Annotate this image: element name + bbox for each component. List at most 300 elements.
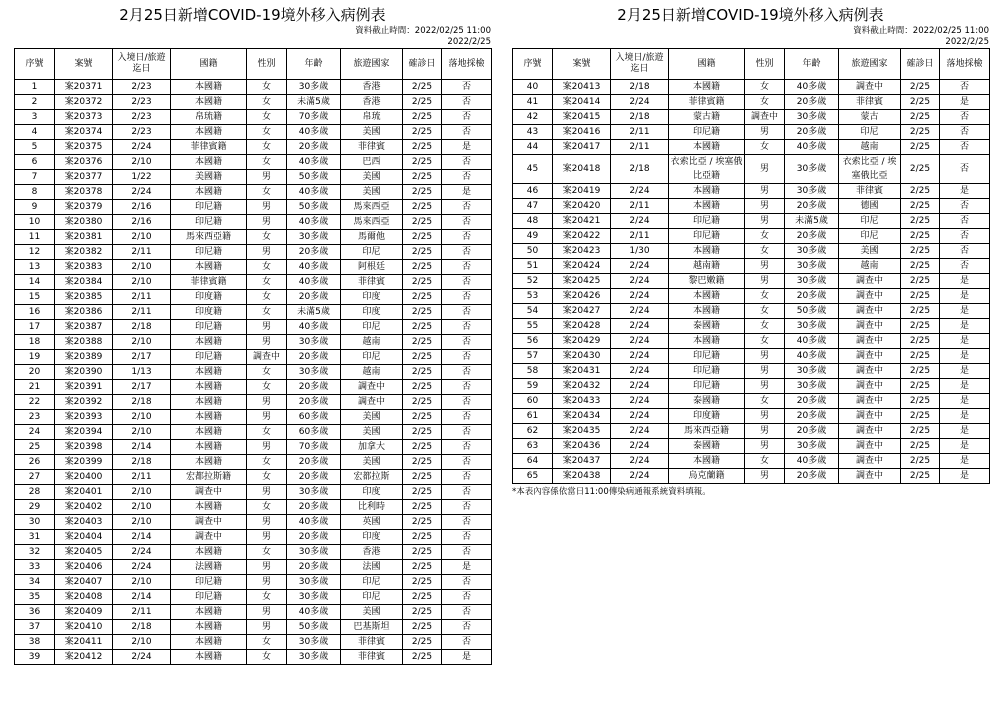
cell-travel-country: 印尼: [341, 350, 403, 365]
cell-age: 20多歲: [287, 455, 341, 470]
cell-entry-date: 2/23: [113, 125, 171, 140]
cell-entry-date: 2/18: [113, 320, 171, 335]
table-row: [513, 289, 990, 304]
cell-travel-country: 加拿大: [341, 440, 403, 455]
cell-entry-date: 2/24: [611, 469, 669, 484]
cell-seq: 37: [15, 620, 55, 635]
cell-seq: 13: [15, 260, 55, 275]
cell-case-no: 案20399: [55, 455, 113, 470]
cell-confirm-date: 2/25: [901, 394, 940, 409]
cell-sex: 男: [745, 364, 785, 379]
cell-confirm-date: 2/25: [901, 319, 940, 334]
cell-nationality: 本國籍: [669, 304, 745, 319]
cell-age: 20多歲: [287, 380, 341, 395]
cell-case-no: 案20411: [55, 635, 113, 650]
cell-travel-country: 美國: [341, 125, 403, 140]
cell-travel-country: 巴基斯坦: [341, 620, 403, 635]
cell-landing-test: 是: [940, 394, 990, 409]
cell-age: 20多歲: [785, 424, 839, 439]
cell-nationality: 印度籍: [669, 409, 745, 424]
cell-seq: 56: [513, 334, 553, 349]
cell-sex: 女: [247, 380, 287, 395]
cell-case-no: 案20409: [55, 605, 113, 620]
cell-travel-country: 香港: [341, 80, 403, 95]
cell-landing-test: 否: [442, 215, 492, 230]
cell-age: 40多歲: [785, 80, 839, 95]
cell-seq: 57: [513, 349, 553, 364]
cell-seq: 43: [513, 125, 553, 140]
cell-case-no: 案20435: [553, 424, 611, 439]
cell-age: 40多歲: [287, 155, 341, 170]
cell-landing-test: 是: [940, 364, 990, 379]
table-row: [15, 365, 492, 380]
cell-travel-country: 印度: [341, 305, 403, 320]
table-row: [15, 125, 492, 140]
cell-entry-date: 2/23: [113, 110, 171, 125]
cell-case-no: 案20422: [553, 229, 611, 244]
cell-age: 20多歲: [287, 395, 341, 410]
cell-confirm-date: 2/25: [901, 289, 940, 304]
cell-age: 30多歲: [785, 244, 839, 259]
cell-age: 40多歲: [287, 320, 341, 335]
report-date: 2022/2/25: [945, 37, 989, 47]
cell-sex: 男: [745, 424, 785, 439]
table-row: [15, 275, 492, 290]
table-header-row: [15, 49, 492, 80]
table-row: [15, 335, 492, 350]
cell-sex: 男: [247, 200, 287, 215]
cell-age: 20多歲: [287, 140, 341, 155]
cell-travel-country: 越南: [341, 365, 403, 380]
cell-seq: 52: [513, 274, 553, 289]
cell-seq: 35: [15, 590, 55, 605]
column-header-entry-date: 入境日/旅遊迄日: [611, 49, 669, 80]
cell-confirm-date: 2/25: [403, 350, 442, 365]
cell-entry-date: 2/24: [611, 95, 669, 110]
cell-travel-country: 德國: [839, 199, 901, 214]
table-row: [15, 185, 492, 200]
cell-sex: 女: [247, 140, 287, 155]
cell-sex: 男: [247, 620, 287, 635]
cell-age: 60多歲: [287, 410, 341, 425]
cell-landing-test: 否: [442, 305, 492, 320]
cell-entry-date: 2/24: [611, 394, 669, 409]
cell-sex: 女: [247, 260, 287, 275]
cell-landing-test: 否: [442, 620, 492, 635]
table-row: [15, 140, 492, 155]
cell-sex: 女: [745, 334, 785, 349]
cell-landing-test: 是: [940, 454, 990, 469]
cell-confirm-date: 2/25: [403, 575, 442, 590]
table-row: [15, 500, 492, 515]
table-row: [513, 199, 990, 214]
cell-entry-date: 2/24: [611, 274, 669, 289]
cell-age: 20多歲: [785, 394, 839, 409]
cell-entry-date: 2/24: [113, 560, 171, 575]
cell-sex: 女: [247, 110, 287, 125]
cell-case-no: 案20390: [55, 365, 113, 380]
cell-case-no: 案20410: [55, 620, 113, 635]
cell-confirm-date: 2/25: [403, 335, 442, 350]
column-header-sex: 性別: [745, 49, 785, 80]
cell-age: 20多歲: [785, 125, 839, 140]
cell-entry-date: 2/16: [113, 215, 171, 230]
table-row: [513, 155, 990, 184]
cell-sex: 男: [247, 170, 287, 185]
cell-age: 70多歲: [287, 440, 341, 455]
table-row: [15, 230, 492, 245]
cell-entry-date: 2/10: [113, 485, 171, 500]
cell-sex: 女: [745, 140, 785, 155]
cell-entry-date: 2/24: [113, 185, 171, 200]
cell-confirm-date: 2/25: [403, 380, 442, 395]
cell-sex: 男: [745, 469, 785, 484]
cell-case-no: 案20402: [55, 500, 113, 515]
cell-nationality: 印度籍: [171, 290, 247, 305]
column-header-age: 年齡: [785, 49, 839, 80]
cell-sex: 女: [247, 590, 287, 605]
column-header-travel-country: 旅遊國家: [341, 49, 403, 80]
cell-nationality: 印尼籍: [669, 379, 745, 394]
cell-age: 30多歲: [785, 155, 839, 184]
cell-travel-country: 美國: [341, 425, 403, 440]
cell-nationality: 法國籍: [171, 560, 247, 575]
cell-seq: 55: [513, 319, 553, 334]
cell-seq: 2: [15, 95, 55, 110]
cell-travel-country: 印度: [341, 485, 403, 500]
cell-entry-date: 2/24: [611, 259, 669, 274]
cell-seq: 48: [513, 214, 553, 229]
cell-case-no: 案20437: [553, 454, 611, 469]
cell-sex: 女: [247, 185, 287, 200]
cell-confirm-date: 2/25: [901, 125, 940, 140]
cell-entry-date: 2/24: [113, 650, 171, 665]
table-row: [15, 380, 492, 395]
cell-case-no: 案20394: [55, 425, 113, 440]
cell-confirm-date: 2/25: [901, 155, 940, 184]
cell-confirm-date: 2/25: [403, 485, 442, 500]
cell-confirm-date: 2/25: [403, 530, 442, 545]
table-row: [15, 425, 492, 440]
cell-nationality: 本國籍: [171, 125, 247, 140]
cell-entry-date: 2/17: [113, 380, 171, 395]
cell-nationality: 本國籍: [669, 184, 745, 199]
cell-landing-test: 否: [940, 110, 990, 125]
cell-landing-test: 是: [940, 274, 990, 289]
table-row: [513, 95, 990, 110]
cell-seq: 46: [513, 184, 553, 199]
cell-seq: 31: [15, 530, 55, 545]
cell-entry-date: 2/11: [113, 470, 171, 485]
cell-age: 20多歲: [287, 350, 341, 365]
cell-entry-date: 2/24: [611, 304, 669, 319]
cell-case-no: 案20427: [553, 304, 611, 319]
cell-confirm-date: 2/25: [901, 110, 940, 125]
footnote: *本表內容係依當日11:00傳染病通報系統資料填報。: [512, 487, 711, 497]
table-row: [513, 469, 990, 484]
cell-seq: 12: [15, 245, 55, 260]
cell-sex: 男: [247, 605, 287, 620]
cell-travel-country: 調查中: [839, 349, 901, 364]
case-table: [512, 48, 990, 484]
cell-travel-country: 印尼: [839, 125, 901, 140]
cell-entry-date: 2/10: [113, 500, 171, 515]
cell-nationality: 黎巴嫩籍: [669, 274, 745, 289]
table-row: [513, 214, 990, 229]
cell-seq: 22: [15, 395, 55, 410]
cell-nationality: 菲律賓籍: [669, 95, 745, 110]
cell-entry-date: 2/10: [113, 575, 171, 590]
cell-age: 40多歲: [785, 349, 839, 364]
cell-entry-date: 2/24: [611, 289, 669, 304]
cell-entry-date: 2/11: [113, 290, 171, 305]
cell-sex: 男: [247, 515, 287, 530]
column-header-landing-test: 落地採檢: [940, 49, 990, 80]
cell-case-no: 案20380: [55, 215, 113, 230]
cell-landing-test: 否: [442, 605, 492, 620]
cell-landing-test: 是: [940, 289, 990, 304]
table-row: [513, 140, 990, 155]
cell-nationality: 本國籍: [669, 80, 745, 95]
table-row: [15, 545, 492, 560]
cell-case-no: 案20414: [553, 95, 611, 110]
cell-nationality: 本國籍: [171, 185, 247, 200]
cell-travel-country: 調查中: [839, 439, 901, 454]
cell-landing-test: 否: [442, 500, 492, 515]
cell-confirm-date: 2/25: [403, 230, 442, 245]
cell-landing-test: 否: [442, 260, 492, 275]
cell-travel-country: 英國: [341, 515, 403, 530]
cell-travel-country: 調查中: [839, 379, 901, 394]
cell-age: 30多歲: [785, 274, 839, 289]
cell-confirm-date: 2/25: [403, 110, 442, 125]
cell-age: 40多歲: [785, 454, 839, 469]
table-row: [15, 215, 492, 230]
cell-seq: 6: [15, 155, 55, 170]
table-row: [513, 184, 990, 199]
cell-confirm-date: 2/25: [403, 185, 442, 200]
cell-entry-date: 2/10: [113, 515, 171, 530]
cell-case-no: 案20385: [55, 290, 113, 305]
cell-nationality: 調查中: [171, 515, 247, 530]
cell-case-no: 案20400: [55, 470, 113, 485]
cell-age: 30多歲: [785, 379, 839, 394]
cell-confirm-date: 2/25: [403, 170, 442, 185]
cell-case-no: 案20374: [55, 125, 113, 140]
table-row: [513, 424, 990, 439]
cell-travel-country: 調查中: [839, 289, 901, 304]
cell-landing-test: 否: [442, 170, 492, 185]
cell-age: 50多歲: [785, 304, 839, 319]
cell-confirm-date: 2/25: [901, 454, 940, 469]
cell-travel-country: 宏都拉斯: [341, 470, 403, 485]
cell-entry-date: 2/11: [113, 305, 171, 320]
cell-seq: 11: [15, 230, 55, 245]
cell-confirm-date: 2/25: [901, 199, 940, 214]
table-row: [15, 155, 492, 170]
cell-case-no: 案20386: [55, 305, 113, 320]
cell-confirm-date: 2/25: [403, 290, 442, 305]
table-row: [15, 440, 492, 455]
cell-case-no: 案20424: [553, 259, 611, 274]
cell-seq: 26: [15, 455, 55, 470]
cell-nationality: 衣索比亞 / 埃塞俄比亞籍: [669, 155, 745, 184]
cell-seq: 28: [15, 485, 55, 500]
table-row: [15, 620, 492, 635]
cell-landing-test: 否: [940, 214, 990, 229]
cell-age: 30多歲: [287, 575, 341, 590]
cell-seq: 10: [15, 215, 55, 230]
table-row: [15, 470, 492, 485]
cell-age: 20多歲: [785, 289, 839, 304]
cell-age: 未滿5歲: [287, 305, 341, 320]
cell-landing-test: 否: [442, 80, 492, 95]
cell-nationality: 印尼籍: [669, 349, 745, 364]
cell-entry-date: 2/24: [611, 439, 669, 454]
cell-travel-country: 菲律賓: [341, 650, 403, 665]
cell-travel-country: 調查中: [839, 469, 901, 484]
cell-confirm-date: 2/25: [901, 424, 940, 439]
cell-nationality: 印尼籍: [171, 350, 247, 365]
cell-entry-date: 2/10: [113, 335, 171, 350]
cell-nationality: 印尼籍: [171, 590, 247, 605]
cell-entry-date: 2/10: [113, 410, 171, 425]
cell-landing-test: 否: [940, 125, 990, 140]
cell-travel-country: 美國: [341, 410, 403, 425]
cell-age: 20多歲: [785, 409, 839, 424]
cell-nationality: 本國籍: [669, 140, 745, 155]
cell-travel-country: 調查中: [839, 319, 901, 334]
cell-age: 30多歲: [287, 230, 341, 245]
cell-confirm-date: 2/25: [901, 364, 940, 379]
cell-nationality: 印尼籍: [669, 125, 745, 140]
cell-seq: 29: [15, 500, 55, 515]
cell-landing-test: 否: [442, 410, 492, 425]
cell-landing-test: 否: [442, 110, 492, 125]
column-header-age: 年齡: [287, 49, 341, 80]
cell-sex: 調查中: [247, 350, 287, 365]
cell-case-no: 案20438: [553, 469, 611, 484]
cell-case-no: 案20429: [553, 334, 611, 349]
cell-seq: 25: [15, 440, 55, 455]
cell-nationality: 烏克蘭籍: [669, 469, 745, 484]
cell-entry-date: 2/10: [113, 635, 171, 650]
cell-entry-date: 2/24: [611, 349, 669, 364]
cell-confirm-date: 2/25: [403, 605, 442, 620]
cell-nationality: 印尼籍: [171, 215, 247, 230]
cell-landing-test: 否: [442, 335, 492, 350]
cell-sex: 男: [247, 575, 287, 590]
cell-travel-country: 調查中: [839, 80, 901, 95]
column-header-seq: 序號: [513, 49, 553, 80]
cell-landing-test: 是: [940, 424, 990, 439]
cell-nationality: 本國籍: [171, 365, 247, 380]
cell-age: 20多歲: [785, 95, 839, 110]
cell-landing-test: 是: [940, 319, 990, 334]
cell-sex: 女: [247, 635, 287, 650]
cell-age: 20多歲: [287, 500, 341, 515]
cell-sex: 男: [745, 349, 785, 364]
cell-landing-test: 是: [940, 349, 990, 364]
cell-nationality: 本國籍: [171, 80, 247, 95]
cell-travel-country: 印度: [341, 290, 403, 305]
cell-landing-test: 否: [442, 275, 492, 290]
column-header-sex: 性別: [247, 49, 287, 80]
column-header-entry-date: 入境日/旅遊迄日: [113, 49, 171, 80]
cell-age: 50多歲: [287, 620, 341, 635]
table-row: [15, 200, 492, 215]
cell-entry-date: 2/18: [113, 620, 171, 635]
table-row: [513, 274, 990, 289]
cell-landing-test: 否: [442, 425, 492, 440]
cell-age: 30多歲: [287, 80, 341, 95]
cell-landing-test: 是: [940, 304, 990, 319]
cell-entry-date: 2/11: [611, 229, 669, 244]
cell-landing-test: 否: [442, 155, 492, 170]
cell-seq: 41: [513, 95, 553, 110]
cell-entry-date: 2/11: [611, 199, 669, 214]
cell-seq: 17: [15, 320, 55, 335]
table-row: [15, 170, 492, 185]
cell-sex: 調查中: [745, 110, 785, 125]
cell-nationality: 印尼籍: [669, 214, 745, 229]
cell-seq: 19: [15, 350, 55, 365]
cell-age: 40多歲: [287, 215, 341, 230]
cell-entry-date: 2/24: [113, 140, 171, 155]
cell-landing-test: 否: [940, 155, 990, 184]
cell-travel-country: 馬爾他: [341, 230, 403, 245]
cell-landing-test: 否: [940, 229, 990, 244]
cell-sex: 女: [247, 425, 287, 440]
cell-entry-date: 2/18: [113, 395, 171, 410]
table-header-row: [513, 49, 990, 80]
cell-entry-date: 2/14: [113, 590, 171, 605]
table-row: [513, 409, 990, 424]
cell-confirm-date: 2/25: [901, 379, 940, 394]
cell-landing-test: 是: [940, 439, 990, 454]
cell-travel-country: 香港: [341, 95, 403, 110]
report-date: 2022/2/25: [447, 37, 491, 47]
cell-confirm-date: 2/25: [403, 320, 442, 335]
cell-age: 30多歲: [287, 590, 341, 605]
cell-seq: 42: [513, 110, 553, 125]
cell-age: 40多歲: [287, 605, 341, 620]
cell-nationality: 泰國籍: [669, 394, 745, 409]
cell-seq: 53: [513, 289, 553, 304]
cell-nationality: 印尼籍: [171, 245, 247, 260]
table-row: [15, 605, 492, 620]
cell-nationality: 泰國籍: [669, 319, 745, 334]
cell-entry-date: 2/24: [113, 545, 171, 560]
cell-case-no: 案20401: [55, 485, 113, 500]
cell-age: 30多歲: [287, 485, 341, 500]
cell-entry-date: 2/16: [113, 200, 171, 215]
cell-age: 40多歲: [785, 140, 839, 155]
cell-sex: 男: [247, 410, 287, 425]
cell-confirm-date: 2/25: [901, 274, 940, 289]
cell-confirm-date: 2/25: [403, 440, 442, 455]
cell-sex: 女: [745, 95, 785, 110]
cell-nationality: 馬來西亞籍: [669, 424, 745, 439]
cell-travel-country: 調查中: [839, 274, 901, 289]
cell-seq: 8: [15, 185, 55, 200]
cell-seq: 18: [15, 335, 55, 350]
column-header-case-no: 案號: [553, 49, 611, 80]
cell-sex: 男: [745, 439, 785, 454]
cell-seq: 51: [513, 259, 553, 274]
cell-travel-country: 調查中: [839, 409, 901, 424]
cell-confirm-date: 2/25: [901, 229, 940, 244]
